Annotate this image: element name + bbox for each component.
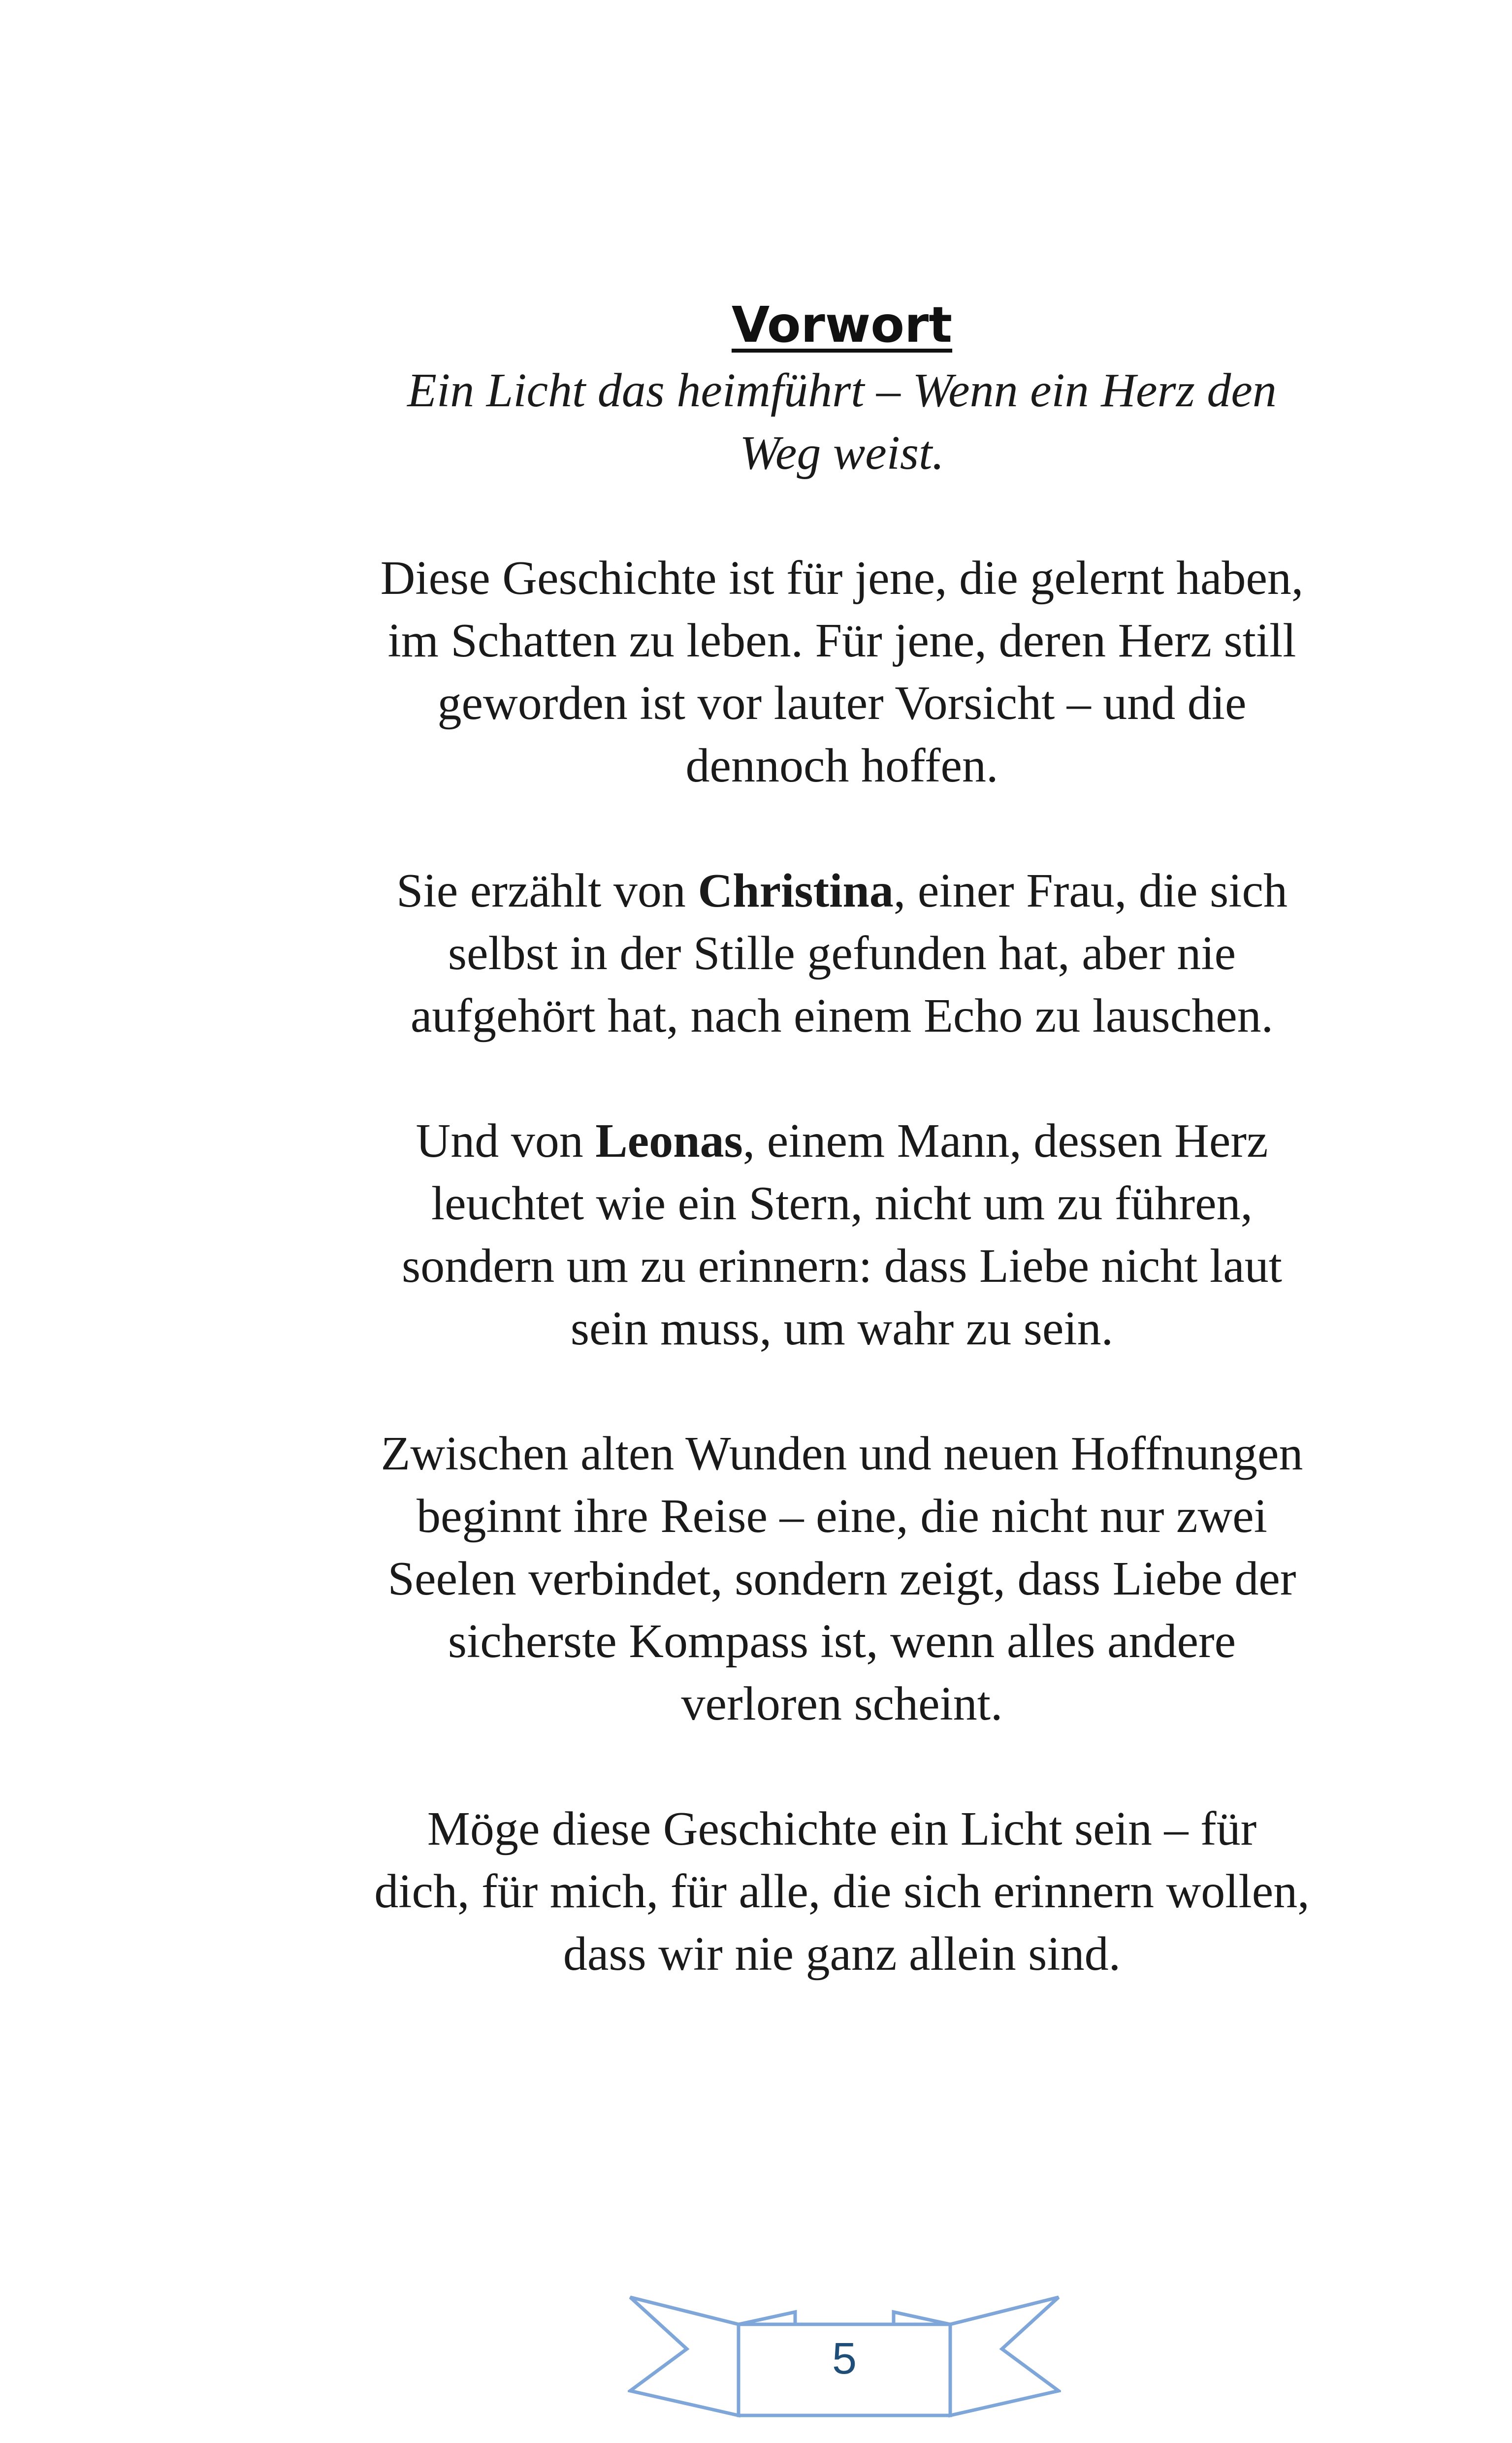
- page-subtitle: Ein Licht das heimführt – Wenn ein Herz den Weg weist.: [407, 364, 1277, 480]
- foreword-content: [374, 291, 1310, 1986]
- name-leonas: Leonas: [595, 1114, 743, 1168]
- paragraph-3: [374, 1110, 1310, 1360]
- paragraph-2-text-start: Sie erzählt von: [396, 864, 698, 917]
- paragraph-2: [374, 860, 1310, 1047]
- page-title: Vorwort: [731, 296, 953, 354]
- paragraph-2-text-end: , einer Frau, die sich selbst in der Stille gefunden hat, aber nie aufgehört hat, nach einem Echo zu lauschen.: [410, 864, 1287, 1042]
- paragraph-5: Möge diese Geschichte ein Licht sein – für dich, für mich, für alle, die sich erinnern wollen, dass wir nie ganz allein sind.: [374, 1802, 1310, 1981]
- paragraph-3-text-start: Und von: [416, 1114, 596, 1168]
- page-number: 5: [832, 2334, 857, 2383]
- paragraph-3-text-end: , einem Mann, dessen Herz leuchtet wie ein Stern, nicht um zu führen, sondern um zu erinnern: dass Liebe nicht laut sein muss, um wahr zu sein.: [402, 1114, 1282, 1355]
- paragraph-1: Diese Geschichte ist für jene, die gelernt haben, im Schatten zu leben. Für jene, deren Herz still geworden ist vor lauter Vorsicht – und die dennoch hoffen.: [380, 552, 1304, 792]
- paragraph-4: Zwischen alten Wunden und neuen Hoffnungen beginnt ihre Reise – eine, die nicht nur zwei Seelen verbindet, sondern zeigt, dass Liebe der sicherste Kompass ist, wenn alles andere verloren scheint.: [381, 1427, 1303, 1730]
- name-christina: Christina: [698, 864, 894, 917]
